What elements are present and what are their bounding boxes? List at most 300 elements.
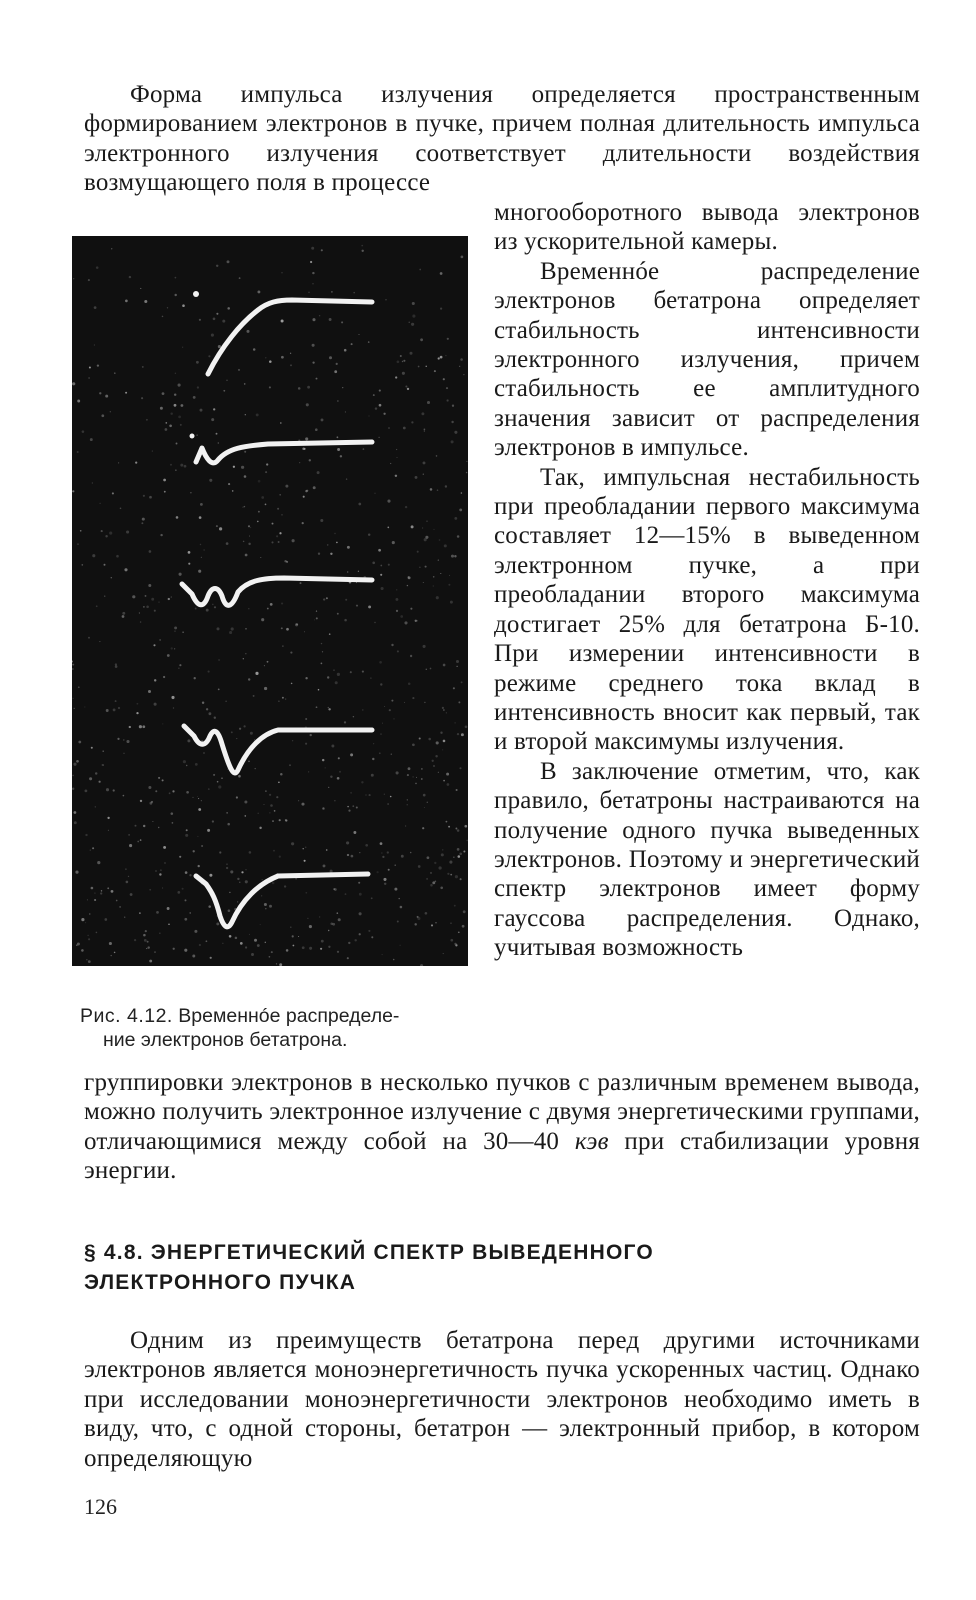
noise-speck bbox=[84, 706, 85, 707]
noise-speck bbox=[377, 871, 379, 873]
noise-speck bbox=[393, 959, 395, 961]
section-heading-line1: § 4.8. ЭНЕРГЕТИЧЕСКИЙ СПЕКТР ВЫВЕДЕННОГО bbox=[84, 1241, 654, 1264]
noise-speck bbox=[266, 463, 268, 465]
noise-speck bbox=[137, 841, 139, 843]
noise-speck bbox=[91, 887, 94, 890]
noise-speck bbox=[118, 707, 120, 709]
noise-speck bbox=[434, 862, 436, 864]
noise-speck bbox=[320, 948, 322, 950]
noise-speck bbox=[457, 733, 459, 735]
noise-speck bbox=[321, 418, 324, 421]
noise-speck bbox=[85, 834, 87, 836]
noise-speck bbox=[249, 536, 250, 537]
noise-speck bbox=[465, 725, 468, 728]
noise-speck bbox=[227, 260, 230, 263]
noise-speck bbox=[282, 645, 283, 646]
noise-speck bbox=[337, 951, 339, 953]
noise-speck bbox=[276, 535, 278, 537]
noise-speck bbox=[257, 944, 260, 947]
noise-speck bbox=[403, 427, 406, 430]
noise-speck bbox=[143, 606, 145, 608]
noise-speck bbox=[94, 892, 96, 894]
noise-speck bbox=[105, 395, 108, 398]
noise-speck bbox=[179, 856, 181, 858]
noise-speck bbox=[219, 527, 222, 530]
noise-speck bbox=[329, 318, 332, 321]
noise-speck bbox=[143, 934, 146, 937]
noise-speck bbox=[395, 598, 398, 601]
noise-speck bbox=[173, 707, 174, 708]
noise-speck bbox=[329, 633, 331, 635]
noise-speck bbox=[423, 474, 424, 475]
noise-speck bbox=[115, 665, 118, 668]
noise-speck bbox=[164, 862, 166, 864]
noise-speck bbox=[184, 465, 187, 468]
noise-speck bbox=[370, 677, 371, 678]
noise-speck bbox=[350, 753, 353, 756]
noise-speck bbox=[193, 396, 196, 399]
noise-speck bbox=[400, 945, 401, 946]
noise-speck bbox=[404, 702, 405, 703]
noise-speck bbox=[458, 931, 460, 933]
noise-speck bbox=[211, 418, 214, 421]
noise-speck bbox=[136, 712, 138, 714]
noise-speck bbox=[120, 508, 122, 510]
noise-speck bbox=[258, 480, 261, 483]
noise-speck bbox=[245, 880, 248, 883]
noise-speck bbox=[450, 601, 453, 604]
noise-speck bbox=[358, 571, 359, 572]
noise-speck bbox=[309, 947, 312, 950]
noise-speck bbox=[329, 356, 332, 359]
noise-speck bbox=[174, 648, 175, 649]
noise-speck bbox=[281, 320, 284, 323]
noise-speck bbox=[417, 551, 419, 553]
noise-speck bbox=[222, 320, 225, 323]
section-paragraph bbox=[84, 1326, 920, 1473]
noise-speck bbox=[80, 530, 82, 532]
noise-speck bbox=[229, 631, 232, 634]
noise-speck bbox=[460, 358, 463, 361]
noise-speck bbox=[226, 867, 228, 869]
noise-speck bbox=[152, 821, 153, 822]
noise-speck bbox=[302, 448, 305, 451]
noise-speck bbox=[338, 918, 341, 921]
noise-speck bbox=[165, 422, 167, 424]
noise-speck bbox=[443, 740, 446, 743]
noise-speck bbox=[319, 315, 320, 316]
noise-speck bbox=[81, 918, 84, 921]
intro-paragraph bbox=[84, 80, 920, 198]
noise-speck bbox=[359, 893, 362, 896]
noise-speck bbox=[101, 530, 103, 532]
noise-speck bbox=[350, 792, 352, 794]
noise-speck bbox=[85, 922, 86, 923]
noise-speck bbox=[433, 576, 435, 578]
noise-speck bbox=[374, 622, 375, 623]
noise-speck bbox=[243, 541, 245, 543]
noise-speck bbox=[405, 506, 407, 508]
noise-speck bbox=[434, 370, 436, 372]
noise-speck bbox=[371, 897, 373, 899]
noise-speck bbox=[175, 277, 177, 279]
noise-speck bbox=[347, 546, 350, 549]
noise-speck bbox=[433, 585, 434, 586]
noise-speck bbox=[253, 695, 255, 697]
noise-speck bbox=[327, 676, 329, 678]
noise-speck bbox=[410, 655, 412, 657]
noise-speck bbox=[442, 849, 443, 850]
noise-speck bbox=[240, 942, 243, 945]
noise-speck bbox=[82, 430, 85, 433]
noise-speck bbox=[154, 703, 157, 706]
noise-speck bbox=[462, 925, 465, 928]
noise-speck bbox=[200, 544, 201, 545]
noise-speck bbox=[149, 496, 152, 499]
noise-speck bbox=[443, 664, 446, 667]
noise-speck bbox=[371, 936, 373, 938]
noise-speck bbox=[380, 565, 382, 567]
noise-speck bbox=[312, 318, 315, 321]
noise-speck bbox=[299, 462, 300, 463]
noise-speck bbox=[331, 291, 333, 293]
noise-speck bbox=[124, 568, 127, 571]
noise-speck bbox=[350, 671, 352, 673]
noise-speck bbox=[368, 415, 369, 416]
noise-speck bbox=[140, 288, 141, 289]
noise-speck bbox=[439, 866, 442, 869]
noise-speck bbox=[217, 781, 219, 783]
noise-speck bbox=[345, 893, 347, 895]
figure-caption-label: Рис. 4.12. bbox=[80, 1005, 173, 1027]
noise-speck bbox=[408, 767, 411, 770]
noise-speck bbox=[198, 808, 201, 811]
noise-speck bbox=[432, 760, 434, 762]
noise-speck bbox=[214, 606, 216, 608]
noise-speck bbox=[126, 740, 129, 743]
noise-speck bbox=[412, 315, 415, 318]
noise-speck bbox=[285, 485, 288, 488]
noise-speck bbox=[438, 772, 439, 773]
noise-speck bbox=[196, 434, 197, 435]
noise-speck bbox=[463, 374, 464, 375]
noise-speck bbox=[407, 804, 408, 805]
noise-speck bbox=[199, 944, 201, 946]
noise-speck bbox=[114, 952, 116, 954]
noise-speck bbox=[209, 874, 212, 877]
noise-speck bbox=[137, 703, 139, 705]
noise-speck bbox=[417, 916, 419, 918]
noise-speck bbox=[245, 869, 246, 870]
noise-speck bbox=[111, 955, 112, 956]
noise-speck bbox=[464, 825, 467, 828]
noise-speck bbox=[265, 504, 267, 506]
noise-speck bbox=[257, 290, 260, 293]
noise-speck bbox=[119, 906, 121, 908]
noise-speck bbox=[96, 266, 99, 269]
noise-speck bbox=[249, 934, 250, 935]
noise-speck bbox=[229, 935, 232, 938]
figure-caption-line2: ние электронов бетатрона. bbox=[103, 1029, 348, 1051]
noise-speck bbox=[159, 873, 161, 875]
noise-speck bbox=[421, 768, 423, 770]
noise-speck bbox=[232, 490, 234, 492]
noise-speck bbox=[457, 848, 460, 851]
noise-speck bbox=[180, 424, 182, 426]
noise-speck bbox=[387, 803, 389, 805]
noise-speck bbox=[248, 543, 250, 545]
noise-speck bbox=[244, 475, 247, 478]
noise-speck bbox=[242, 507, 243, 508]
noise-speck bbox=[159, 639, 160, 640]
noise-speck bbox=[135, 825, 137, 827]
noise-speck bbox=[307, 918, 308, 919]
noise-speck bbox=[106, 788, 109, 791]
noise-speck bbox=[97, 861, 100, 864]
noise-speck bbox=[438, 357, 440, 359]
noise-speck bbox=[77, 451, 79, 453]
noise-speck bbox=[122, 612, 125, 615]
paragraph-instability: Так, импульсная нестабильность при преобладании первого максимума составляет 12—15% в выведенном электронном пучке, а при преобладании второго максимума достигает 25% для бетатрона Б-10. При измерении интенсивности в режиме среднего тока вклад в интенсивность вносит как первый, так и второй максимумы излучения. bbox=[494, 463, 920, 756]
noise-speck bbox=[228, 909, 231, 912]
noise-speck bbox=[276, 963, 277, 964]
noise-speck bbox=[426, 366, 427, 367]
noise-speck bbox=[404, 621, 407, 624]
noise-speck bbox=[302, 946, 305, 949]
noise-speck bbox=[271, 541, 273, 543]
noise-speck bbox=[446, 821, 448, 823]
noise-speck bbox=[398, 898, 399, 899]
noise-speck bbox=[308, 292, 310, 294]
noise-speck bbox=[239, 728, 241, 730]
noise-speck bbox=[317, 471, 320, 474]
noise-speck bbox=[368, 930, 370, 932]
noise-speck bbox=[461, 256, 464, 259]
noise-speck bbox=[257, 521, 259, 523]
noise-speck bbox=[380, 683, 382, 685]
noise-speck bbox=[409, 322, 410, 323]
noise-speck bbox=[81, 564, 83, 566]
noise-speck bbox=[125, 392, 127, 394]
noise-speck bbox=[410, 608, 412, 610]
noise-speck bbox=[391, 754, 392, 755]
noise-speck bbox=[158, 827, 159, 828]
noise-speck bbox=[292, 740, 293, 741]
section-heading-line2: ЭЛЕКТРОННОГО ПУЧКА bbox=[84, 1271, 357, 1294]
noise-speck bbox=[72, 490, 74, 492]
noise-speck bbox=[365, 844, 368, 847]
noise-speck bbox=[323, 864, 326, 867]
noise-speck bbox=[443, 709, 445, 711]
noise-speck bbox=[111, 890, 114, 893]
noise-speck bbox=[461, 733, 464, 736]
noise-speck bbox=[387, 527, 389, 529]
noise-speck bbox=[204, 549, 205, 550]
noise-speck bbox=[280, 773, 283, 776]
noise-speck bbox=[206, 940, 208, 942]
noise-speck bbox=[448, 584, 450, 586]
noise-speck bbox=[182, 888, 184, 890]
noise-speck bbox=[341, 321, 343, 323]
noise-speck bbox=[201, 800, 202, 801]
noise-speck bbox=[167, 654, 170, 657]
noise-speck bbox=[347, 571, 348, 572]
noise-speck bbox=[198, 865, 200, 867]
noise-speck bbox=[115, 700, 117, 702]
noise-speck bbox=[208, 355, 210, 357]
noise-speck bbox=[388, 564, 390, 566]
noise-speck bbox=[190, 492, 191, 493]
noise-speck bbox=[192, 797, 193, 798]
noise-speck bbox=[199, 516, 202, 519]
noise-speck bbox=[303, 848, 304, 849]
noise-speck bbox=[78, 686, 80, 688]
noise-speck bbox=[282, 697, 284, 699]
noise-speck bbox=[114, 372, 116, 374]
noise-speck bbox=[311, 247, 314, 250]
noise-speck bbox=[435, 922, 436, 923]
noise-speck bbox=[371, 774, 374, 777]
noise-speck bbox=[124, 753, 125, 754]
noise-speck bbox=[125, 300, 128, 303]
noise-speck bbox=[170, 412, 172, 414]
noise-speck bbox=[395, 865, 396, 866]
noise-speck bbox=[163, 846, 166, 849]
noise-speck bbox=[330, 553, 332, 555]
noise-speck bbox=[447, 338, 449, 340]
noise-speck bbox=[101, 414, 104, 417]
noise-speck bbox=[295, 623, 298, 626]
noise-speck bbox=[164, 491, 166, 493]
noise-speck bbox=[239, 277, 241, 279]
noise-speck bbox=[356, 806, 358, 808]
noise-speck bbox=[177, 891, 180, 894]
noise-speck bbox=[330, 776, 332, 778]
noise-speck bbox=[78, 741, 81, 744]
noise-speck bbox=[304, 631, 305, 632]
paragraph-continuation: многооборотного вывода электронов из ускорительной камеры. bbox=[494, 199, 920, 256]
noise-speck bbox=[368, 605, 371, 608]
noise-speck bbox=[162, 392, 165, 395]
noise-speck bbox=[206, 708, 208, 710]
noise-speck bbox=[106, 709, 109, 712]
noise-speck bbox=[208, 788, 210, 790]
noise-speck bbox=[379, 752, 381, 754]
noise-speck bbox=[199, 319, 201, 321]
noise-speck bbox=[218, 442, 219, 443]
noise-speck bbox=[362, 709, 363, 710]
noise-speck bbox=[319, 916, 320, 917]
noise-speck bbox=[248, 608, 249, 609]
noise-speck bbox=[269, 812, 270, 813]
noise-speck bbox=[264, 665, 265, 666]
noise-speck bbox=[316, 378, 318, 380]
noise-speck bbox=[193, 850, 195, 852]
noise-speck bbox=[433, 529, 434, 530]
noise-speck bbox=[73, 698, 74, 699]
noise-speck bbox=[105, 535, 107, 537]
noise-speck bbox=[273, 850, 275, 852]
noise-speck bbox=[178, 668, 179, 669]
noise-speck bbox=[396, 589, 397, 590]
noise-speck bbox=[90, 849, 91, 850]
noise-speck bbox=[375, 407, 377, 409]
noise-speck bbox=[289, 764, 291, 766]
noise-speck bbox=[125, 868, 127, 870]
noise-speck bbox=[245, 414, 246, 415]
noise-speck bbox=[402, 361, 403, 362]
noise-speck bbox=[295, 878, 297, 880]
noise-speck bbox=[225, 701, 227, 703]
noise-speck bbox=[202, 702, 204, 704]
noise-speck bbox=[188, 551, 191, 554]
noise-speck bbox=[423, 794, 426, 797]
noise-speck bbox=[241, 466, 244, 469]
noise-speck bbox=[455, 828, 457, 830]
noise-speck bbox=[196, 361, 199, 364]
noise-speck bbox=[305, 847, 307, 849]
noise-speck bbox=[200, 409, 203, 412]
noise-speck bbox=[89, 913, 90, 914]
noise-speck bbox=[365, 794, 366, 795]
noise-speck bbox=[194, 677, 196, 679]
noise-speck bbox=[272, 882, 275, 885]
noise-speck bbox=[160, 407, 163, 410]
noise-speck bbox=[425, 566, 427, 568]
noise-speck bbox=[244, 800, 247, 803]
noise-speck bbox=[293, 945, 295, 947]
noise-speck bbox=[344, 349, 347, 352]
noise-speck bbox=[291, 683, 293, 685]
noise-speck bbox=[440, 356, 443, 359]
noise-speck bbox=[116, 900, 118, 902]
noise-speck bbox=[397, 457, 398, 458]
noise-speck bbox=[337, 613, 339, 615]
noise-speck bbox=[208, 905, 211, 908]
page-number: 126 bbox=[84, 1494, 117, 1519]
noise-speck bbox=[409, 352, 412, 355]
oscillogram-image bbox=[72, 236, 468, 966]
noise-speck bbox=[229, 892, 230, 893]
noise-speck bbox=[388, 427, 390, 429]
noise-speck bbox=[244, 451, 246, 453]
noise-speck bbox=[248, 525, 250, 527]
noise-speck bbox=[186, 829, 188, 831]
noise-speck bbox=[144, 939, 147, 942]
noise-speck bbox=[219, 851, 221, 853]
noise-speck bbox=[189, 912, 190, 913]
oscillogram-figure bbox=[72, 236, 468, 966]
noise-speck bbox=[333, 669, 334, 670]
noise-speck bbox=[313, 486, 316, 489]
noise-speck bbox=[186, 765, 187, 766]
noise-speck bbox=[460, 878, 462, 880]
noise-speck bbox=[337, 777, 340, 780]
noise-speck bbox=[160, 869, 162, 871]
noise-speck bbox=[402, 372, 405, 375]
noise-speck bbox=[427, 802, 428, 803]
noise-speck bbox=[423, 645, 426, 648]
noise-speck bbox=[312, 344, 315, 347]
noise-speck bbox=[216, 922, 219, 925]
noise-speck bbox=[384, 883, 386, 885]
noise-speck bbox=[142, 518, 145, 521]
noise-speck bbox=[438, 560, 439, 561]
noise-speck bbox=[159, 933, 160, 934]
noise-speck bbox=[73, 278, 74, 279]
noise-speck bbox=[290, 364, 292, 366]
noise-speck bbox=[458, 855, 461, 858]
